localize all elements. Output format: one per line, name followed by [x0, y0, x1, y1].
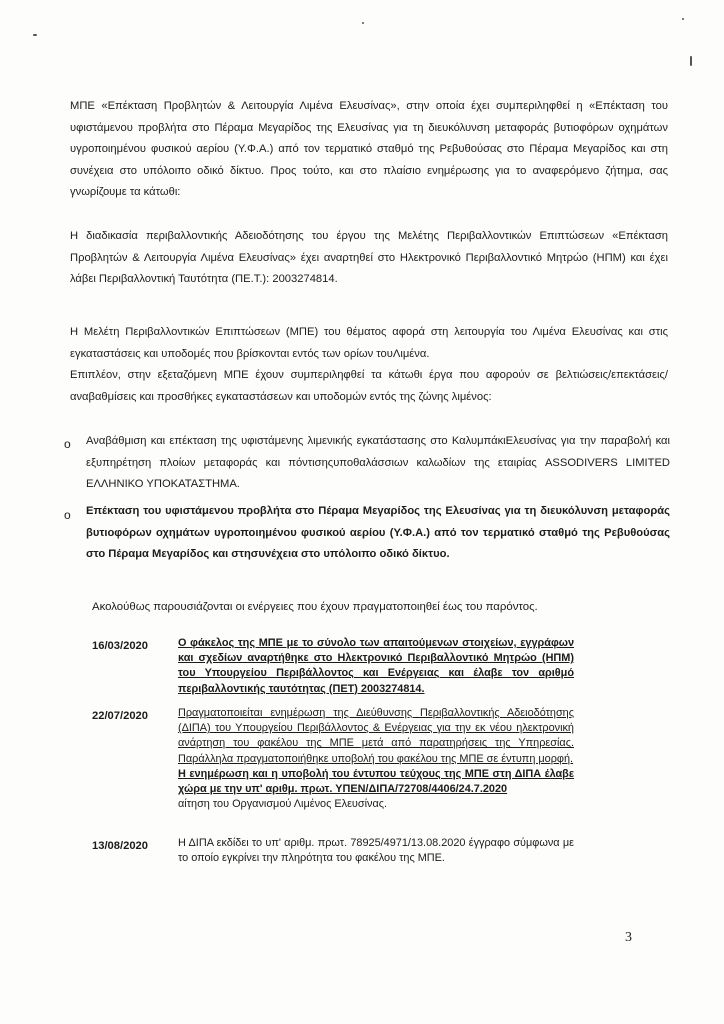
entry-date: 22/07/2020: [92, 710, 148, 722]
entry-text: [178, 636, 574, 697]
entry-text-line: Η ενημέρωση και η υποβολή του έντυπου τεύχους της ΜΠΕ στη ΔΙΠΑ έλαβε χώρα με την υπ' αριθμ. πρωτ. ΥΠΕΝ/ΔΙΠΑ/72708/4406/24.7.2020: [178, 767, 574, 796]
entry-text-line: Πραγματοποιείται ενημέρωση της Διεύθυνσης Περιβαλλοντικής Αδειοδότησης (ΔΙΠΑ) του Υπουργείου Περιβάλλοντος & Ενέργειας για την εκ νέου ηλεκτρονική ανάρτηση του φακέλου της ΜΠΕ μετά από παρατηρήσεις της Υπηρεσίας. Παράλληλα πραγματοποιήθηκε υποβολή του φακέλου της ΜΠΕ σε έντυπη μορφή.: [178, 707, 574, 765]
bullet-item-kalympaki: Αναβάθμιση και επέκταση της υφιστάμενης λιμενικής εγκατάστασης στο ΚαλυμπάκιΕλευσίνας για την παραβολή και εξυπηρέτηση πλοίων μεταφοράς και πόντισηςυποθαλάσσιων καλωδίων της εταιρίας ASSODIVERS LIMITED ΕΛΛΗΝΙΚΟ ΥΠΟΚΑΤΑΣΤΗΜΑ.: [86, 435, 670, 490]
page-number: 3: [625, 930, 632, 945]
scan-speck: [33, 34, 37, 36]
scan-speck: [682, 18, 684, 20]
entry-text-line: Ο φάκελος της ΜΠΕ με το σύνολο των απαιτούμενων στοιχείων, εγγράφων και σχεδίων αναρτήθηκε στο Ηλεκτρονικό Περιβαλλοντικό Μητρώο (ΗΠΜ) του Υπουργείου Περιβάλλοντος και Ενέργειας και έλαβε τον αριθμό περιβαλλοντικής ταυτότητας (ΠΕΤ) 2003274814.: [178, 637, 574, 695]
entry-text: [178, 836, 574, 866]
paragraph-mpe-reference: ΜΠΕ «Επέκταση Προβλητών & Λειτουργία Λιμένα Ελευσίνας», στην οποία έχει συμπεριληφθεί η «Επέκταση του υφιστάμενου προβλήτα στο Πέραμα Μεγαρίδος της Ελευσίνας για τη διευκόλυνση μεταφοράς βυτιοφόρων οχημάτων υγροποιημένου φυσικού αερίου (Υ.Φ.Α.) από τον τερματικό σταθμό της Ρεβυθούσας στο Πέραμα Μεγαρίδος και στη συνέχεια στο υπόλοιπο οδικό δίκτυο. Προς τούτο, και στο πλαίσιο ενημέρωσης για το αναφερόμενο ζήτημα, σας γνωρίζουμε τα κάτωθι:: [70, 100, 668, 198]
entry-text: [178, 706, 574, 812]
paragraph-mpe-description: Η Μελέτη Περιβαλλοντικών Επιπτώσεων (ΜΠΕ) του θέματος αφορά στη λειτουργία του Λιμένα Ελευσίνας και στις εγκαταστάσεις και υποδομές που βρίσκονται εντός των ορίων τουΛιμένα.: [70, 326, 668, 360]
entry-date: 16/03/2020: [92, 640, 148, 652]
bullet-marker: o: [64, 508, 71, 522]
actions-intro: Ακολούθως παρουσιάζονται οι ενέργειες που έχουν πραγματοποιηθεί έως του παρόντος.: [92, 601, 538, 613]
bullet-item-perama-pier: Επέκταση του υφιστάμενου προβλήτα στο Πέραμα Μεγαρίδος της Ελευσίνας για τη διευκόλυνση μεταφοράς βυτιοφόρων οχημάτων υγροποιημένου φυσικού αερίου (Υ.Φ.Α.) από τον τερματικό σταθμό της Ρεβυθούσας στο Πέραμα Μεγαρίδος και στησυνέχεια στο υπόλοιπο οδικό δίκτυο.: [86, 505, 670, 560]
entry-text-line: αίτηση του Οργανισμού Λιμένος Ελευσίνας.: [178, 798, 388, 811]
entry-text-line: Η ΔΙΠΑ εκδίδει το υπ' αριθμ. πρωτ. 78925/4971/13.08.2020 έγγραφο σύμφωνα με το οποίο εγκρίνει την πληρότητα του φακέλου της ΜΠΕ.: [178, 837, 574, 865]
bullet-marker: o: [64, 437, 71, 451]
entry-date: 13/08/2020: [92, 840, 148, 852]
scan-speck: [690, 56, 692, 66]
paragraph-licensing-procedure: Η διαδικασία περιβαλλοντικής Αδειοδότησης του έργου της Μελέτης Περιβαλλοντικών Επιπτώσεων «Επέκταση Προβλητών & Λειτουργία Λιμένα Ελευσίνας» έχει αναρτηθεί στο Ηλεκτρονικό Περιβαλλοντικό Μητρώο (ΗΠΜ) και έχει λάβει Περιβαλλοντική Ταυτότητα (ΠΕ.Τ.): 2003274814.: [70, 230, 668, 285]
scan-speck: [362, 22, 364, 24]
paragraph-included-projects: Επιπλέον, στην εξεταζόμενη ΜΠΕ έχουν συμπεριληφθεί τα κάτωθι έργα που αφορούν σε βελτιώσεις/επεκτάσεις/αναβαθμίσεις και προσθήκες εγκαταστάσεων και υποδομών εντός της ζώνης λιμένος:: [70, 369, 668, 403]
